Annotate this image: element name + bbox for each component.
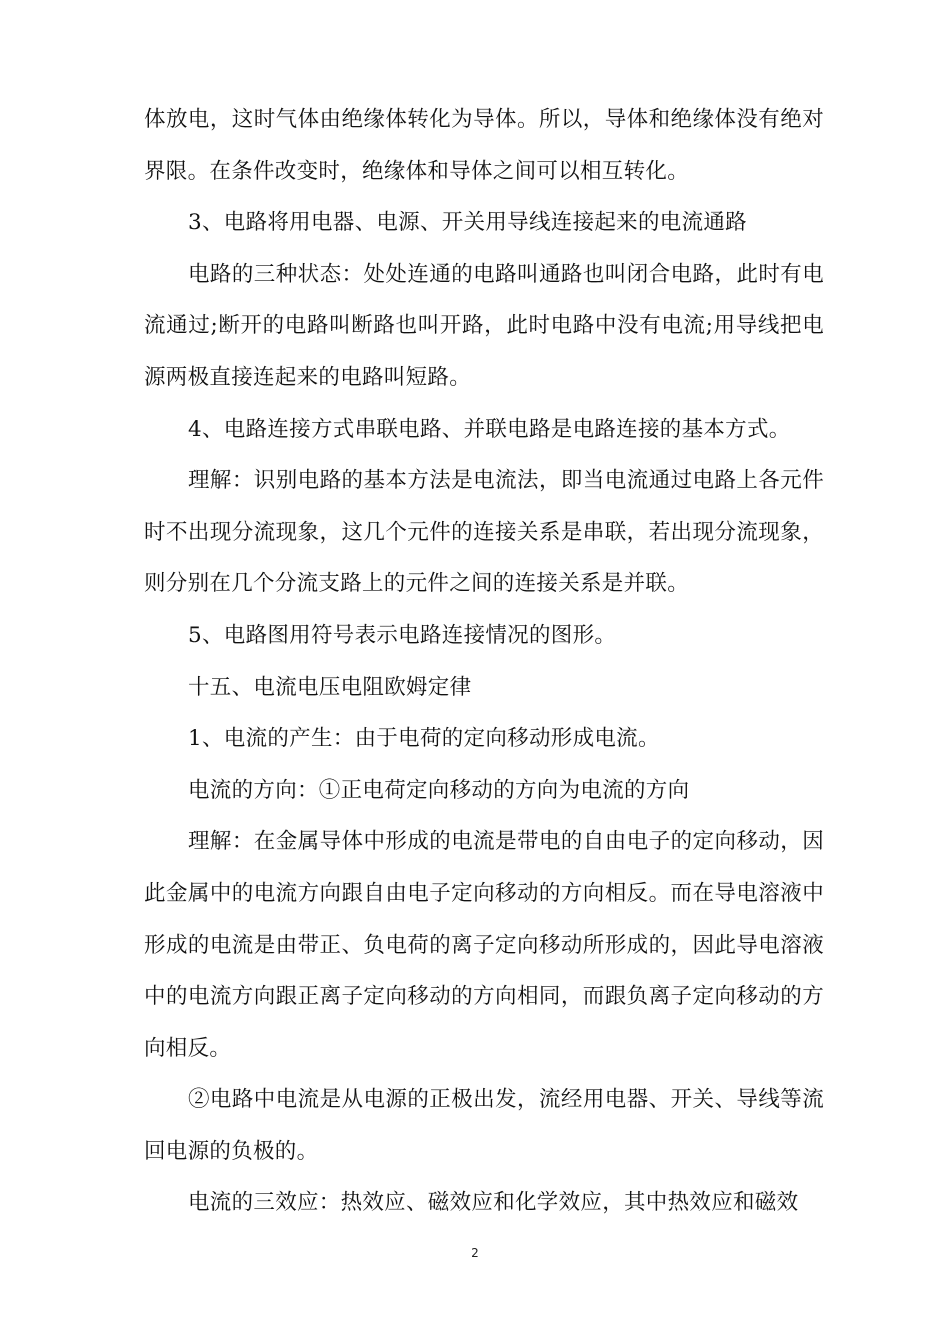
- paragraph-6: 5、电路图用符号表示电路连接情况的图形。: [188, 622, 617, 648]
- paragraph-1: 体放电，这时气体由绝缘体转化为导体。所以，导体和绝缘体没有绝对界限。在条件改变时，绝缘体和导体之间可以相互转化。: [144, 107, 824, 184]
- paragraph-11: ②电路中电流是从电源的正极出发，流经用电器、开关、导线等流回电源的负极的。: [144, 1087, 824, 1164]
- paragraph-12: 电流的三效应：热效应、磁效应和化学效应，其中热效应和磁效: [188, 1190, 799, 1216]
- paragraph-5: 理解：识别电路的基本方法是电流法，即当电流通过电路上各元件时不出现分流现象，这几个元件的连接关系是串联，若出现分流现象，则分别在几个分流支路上的元件之间的连接关系是并联。: [144, 468, 824, 597]
- paragraph-4: 4、电路连接方式串联电路、并联电路是电路连接的基本方式。: [188, 416, 791, 442]
- paragraph-2: 3、电路将用电器、电源、开关用导线连接起来的电流通路: [188, 210, 747, 236]
- section-heading: 十五、电流电压电阻欧姆定律: [188, 674, 472, 700]
- paragraph-8: 1、电流的产生：由于电荷的定向移动形成电流。: [188, 726, 660, 752]
- paragraph-3: 电路的三种状态：处处连通的电路叫通路也叫闭合电路，此时有电流通过;断开的电路叫断路也叫开路，此时电路中没有电流;用导线把电源两极直接连起来的电路叫短路。: [144, 261, 824, 390]
- paragraph-10: 理解：在金属导体中形成的电流是带电的自由电子的定向移动，因此金属中的电流方向跟自由电子定向移动的方向相反。而在导电溶液中形成的电流是由带正、负电荷的离子定向移动所形成的，因此导电溶液中的电流方向跟正离子定向移动的方向相同，而跟负离子定向移动的方向相反。: [144, 829, 824, 1061]
- paragraph-9: 电流的方向：①正电荷定向移动的方向为电流的方向: [188, 777, 690, 803]
- page-number: 2: [471, 1246, 479, 1260]
